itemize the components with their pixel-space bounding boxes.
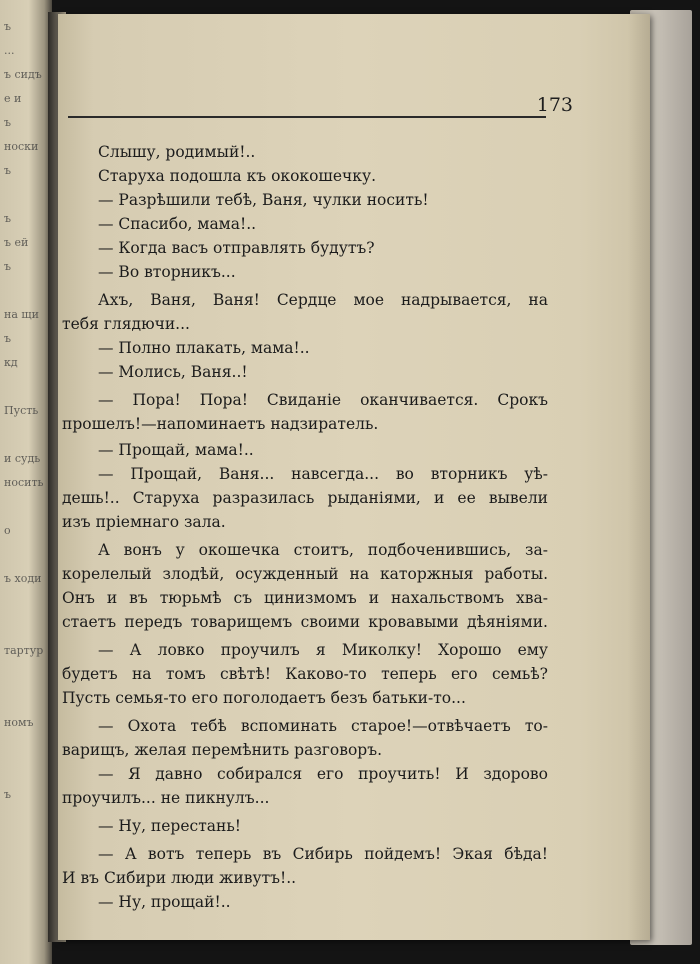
left-page-text-fragment: ъ [4,788,11,801]
text-line: — Я давно собирался его проучить! И здорово [98,765,548,783]
header-rule [68,116,546,118]
text-line: — Когда васъ отправлять будутъ? [98,239,375,257]
text-line: — Прощай, мама!.. [98,441,254,459]
text-line: — Полно плакать, мама!.. [98,339,310,357]
text-line: — Пора! Пора! Свиданіе оканчивается. Срокъ [98,391,548,409]
text-line: будетъ на томъ свѣтѣ! Каково-то теперь его семьѣ? [62,665,548,683]
left-page-text-fragment: Пусть [4,404,39,417]
left-page-text-fragment: номъ [4,716,34,729]
left-page-text-fragment: ъ ходи [4,572,42,585]
left-page-text-fragment: носить [4,476,44,489]
text-line: корелелый злодѣй, осужденный на каторжныя работы. [62,565,548,583]
left-page-text-fragment: ъ [4,260,11,273]
text-line: — А вотъ теперь въ Сибирь пойдемъ! Экая бѣда! [98,845,548,863]
text-line: проучилъ... не пикнулъ... [62,789,270,807]
text-line: — Разрѣшили тебѣ, Ваня, чулки носить! [98,191,429,209]
page-edge-shadow [628,14,650,940]
left-page-text-fragment: е и [4,92,22,105]
left-page-text-fragment: ъ [4,116,11,129]
left-facing-page [0,0,52,964]
text-line: — Молись, Ваня..! [98,363,248,381]
text-line: Пусть семья-то его поголодаетъ безъ батьки-то... [62,689,466,707]
text-line: Старуха подошла къ ококошечку. [98,167,377,185]
text-line: стаетъ передъ товарищемъ своими кровавыми дѣяніями. [62,613,548,631]
left-page-text-fragment: ... [4,44,15,57]
text-line: — Ну, перестань! [98,817,242,835]
left-page-text-fragment: кд [4,356,18,369]
left-page-text-fragment: о [4,524,11,537]
text-line: — Прощай, Ваня... навсегда... во вторникъ уѣ- [98,465,548,483]
text-line: прошелъ!—напоминаетъ надзиратель. [62,415,379,433]
text-line: Слышу, родимый!.. [98,143,256,161]
book-page [58,14,650,940]
text-line: варищъ, желая перемѣнить разговоръ. [62,741,383,759]
text-line: Онъ и въ тюрьмѣ съ цинизмомъ и нахальствомъ хва- [62,589,548,607]
text-line: — Охота тебѣ вспоминать старое!—отвѣчаетъ то- [98,717,548,735]
text-line: — Во вторникъ... [98,263,236,281]
left-page-text-fragment: ъ [4,164,11,177]
text-line: И въ Сибири люди живутъ!.. [62,869,297,887]
left-page-text-fragment: ъ [4,212,11,225]
text-line: изъ пріемнаго зала. [62,513,226,531]
text-line: — Спасибо, мама!.. [98,215,257,233]
text-line: А вонъ у окошечка стоитъ, подбоченившись, за- [98,541,548,559]
left-page-text-fragment: ъ [4,20,11,33]
text-line: Ахъ, Ваня, Ваня! Сердце мое надрывается, на [98,291,548,309]
text-line: — А ловко проучилъ я Миколку! Хорошо ему [98,641,548,659]
left-page-text-fragment: ъ [4,332,11,345]
left-page-text-fragment: ъ сидъ [4,68,42,81]
page-number: 173 [536,94,573,116]
left-page-text-fragment: ъ ей [4,236,29,249]
text-line: — Ну, прощай!.. [98,893,231,911]
left-page-text-fragment: и судь [4,452,41,465]
text-line: тебя глядючи... [62,315,190,333]
text-line: дешь!.. Старуха разразилась рыданіями, и ее вывели [62,489,548,507]
left-page-text-fragment: на щи [4,308,39,321]
left-page-text-fragment: носки [4,140,39,153]
left-page-text-fragment: тартур [4,644,44,657]
